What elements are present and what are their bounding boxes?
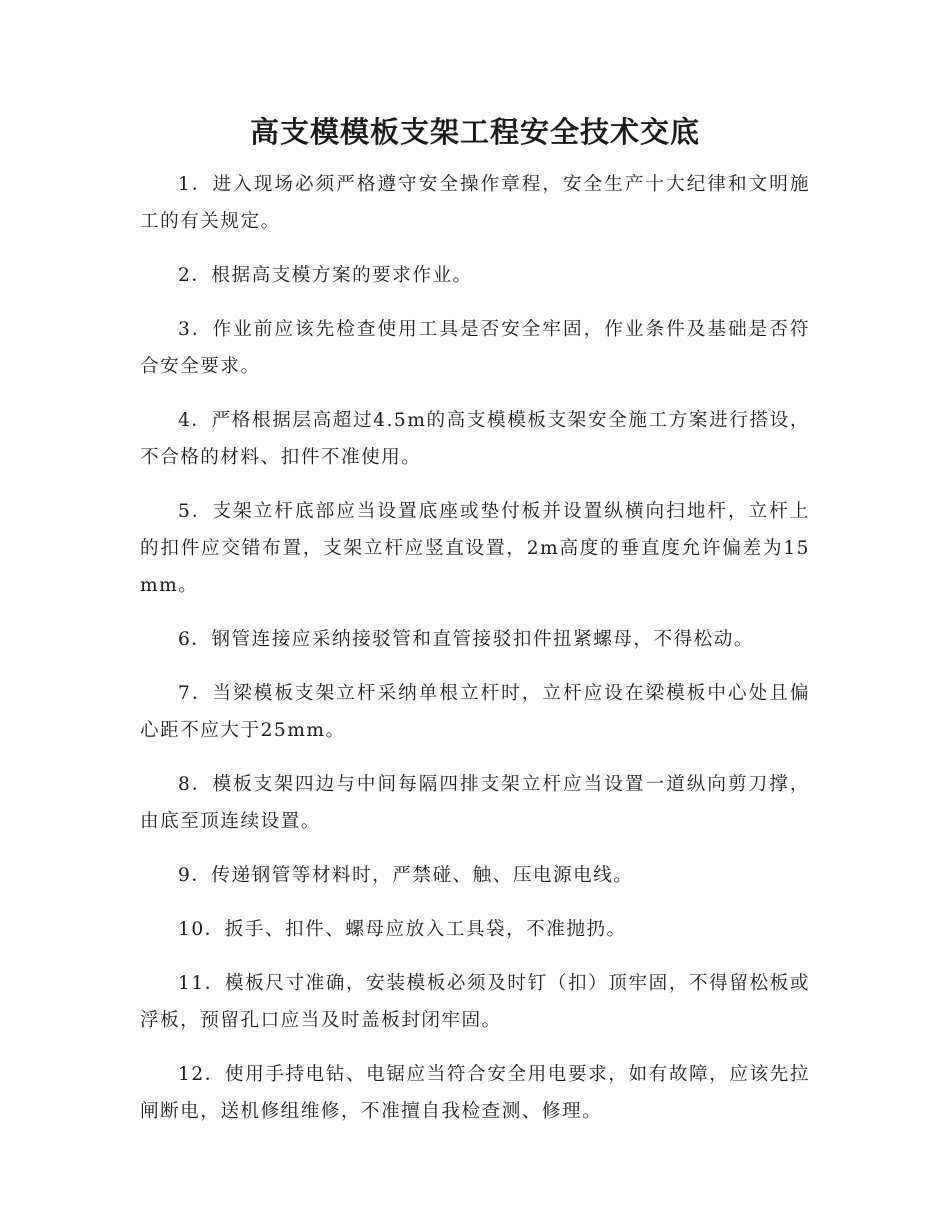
paragraph-11: 11．模板尺寸准确，安装模板必须及时钉（扣）顶牢固，不得留松板或浮板，预留孔口应当及时盖板封闭牢固。 — [140, 973, 810, 1031]
paragraph-9: 9．传递钢管等材料时，严禁碰、触、压电源电线。 — [178, 865, 634, 886]
paragraph-12: 12．使用手持电钻、电锯应当符合安全用电要求，如有故障，应该先拉闸断电，送机修组维修，不准擅自我检查测、修理。 — [140, 1064, 810, 1122]
paragraph-7: 7．当梁模板支架立杆采纳单根立杆时，立杆应设在梁模板中心处且偏心距不应大于25mm。 — [140, 683, 810, 741]
paragraph-1: 1．进入现场必须严格遵守安全操作章程，安全生产十大纪律和文明施工的有关规定。 — [140, 174, 810, 232]
paragraph-4: 4．严格根据层高超过4.5m的高支模模板支架安全施工方案进行搭设，不合格的材料、扣件不准使用。 — [140, 410, 810, 468]
paragraph-2: 2．根据高支模方案的要求作业。 — [178, 265, 473, 286]
paragraph-3: 3．作业前应该先检查使用工具是否安全牢固，作业条件及基础是否符合安全要求。 — [140, 319, 810, 377]
document-title: 高支模模板支架工程安全技术交底 — [249, 115, 700, 149]
paragraph-8: 8．模板支架四边与中间每隔四排支架立杆应当设置一道纵向剪刀撑，由底至顶连续设置。 — [140, 774, 810, 832]
paragraph-10: 10．扳手、扣件、螺母应放入工具袋，不准抛扔。 — [178, 919, 627, 940]
paragraph-5: 5．支架立杆底部应当设置底座或垫付板并设置纵横向扫地杆，立杆上的扣件应交错布置，支架立杆应竖直设置，2m高度的垂直度允许偏差为15mm。 — [140, 501, 810, 596]
paragraph-6: 6．钢管连接应采纳接驳管和直管接驳扣件扭紧螺母，不得松动。 — [178, 629, 754, 650]
document-body — [140, 166, 810, 1147]
